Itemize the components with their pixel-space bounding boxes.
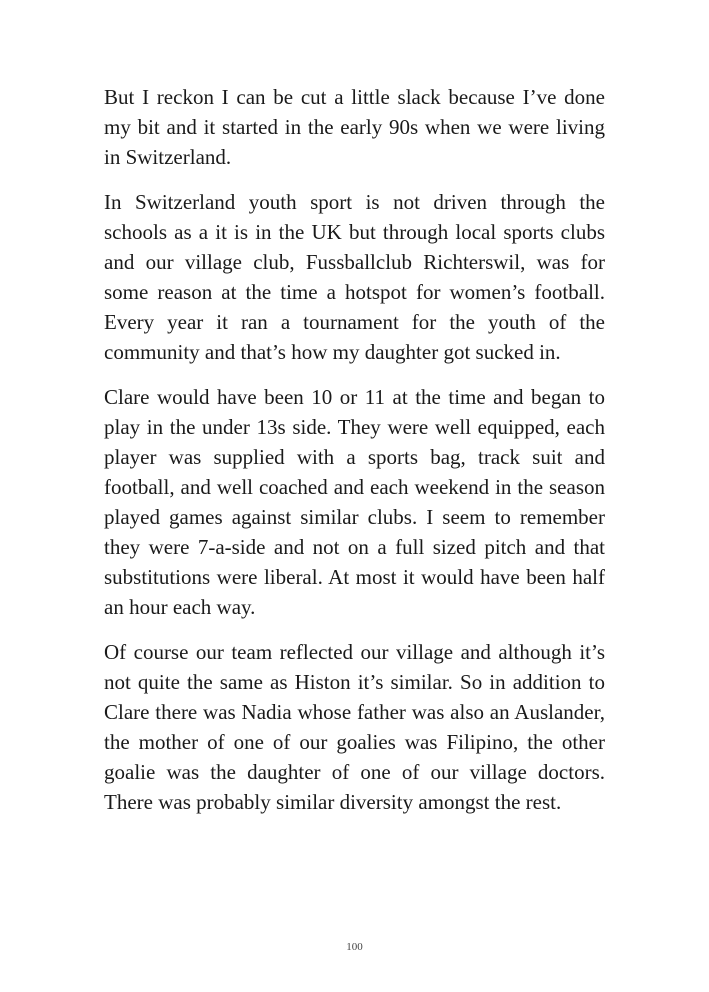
page-number: 100: [346, 941, 363, 953]
paragraph-2: In Switzerland youth sport is not driven through the schools as a it is in the UK but through local sports clubs and our village club, Fussballclub Richterswil, was for some reason at the time a hotspot for women’s football. Every year it ran a tournament for the youth of the community and that’s how my daughter got sucked in.: [104, 190, 605, 364]
paragraph-4: Of course our team reflected our village and although it’s not quite the same as Histon it’s similar. So in addition to Clare there was Nadia whose father was also an Auslander, the mother of one of our goalies was Filipino, the other goalie was the daughter of one of our village doctors. There was probably similar diversity amongst the rest.: [104, 640, 605, 814]
body-text: [104, 82, 605, 832]
paragraph-3: Clare would have been 10 or 11 at the time and began to play in the under 13s side. They were well equipped, each player was supplied with a sports bag, track suit and football, and well coached and each weekend in the season played games against similar clubs. I seem to remember they were 7-a-side and not on a full sized pitch and that substitutions were liberal. At most it would have been half an hour each way.: [104, 385, 605, 619]
paragraph-1: But I reckon I can be cut a little slack because I’ve done my bit and it started in the early 90s when we were living in Switzerland.: [104, 85, 605, 169]
